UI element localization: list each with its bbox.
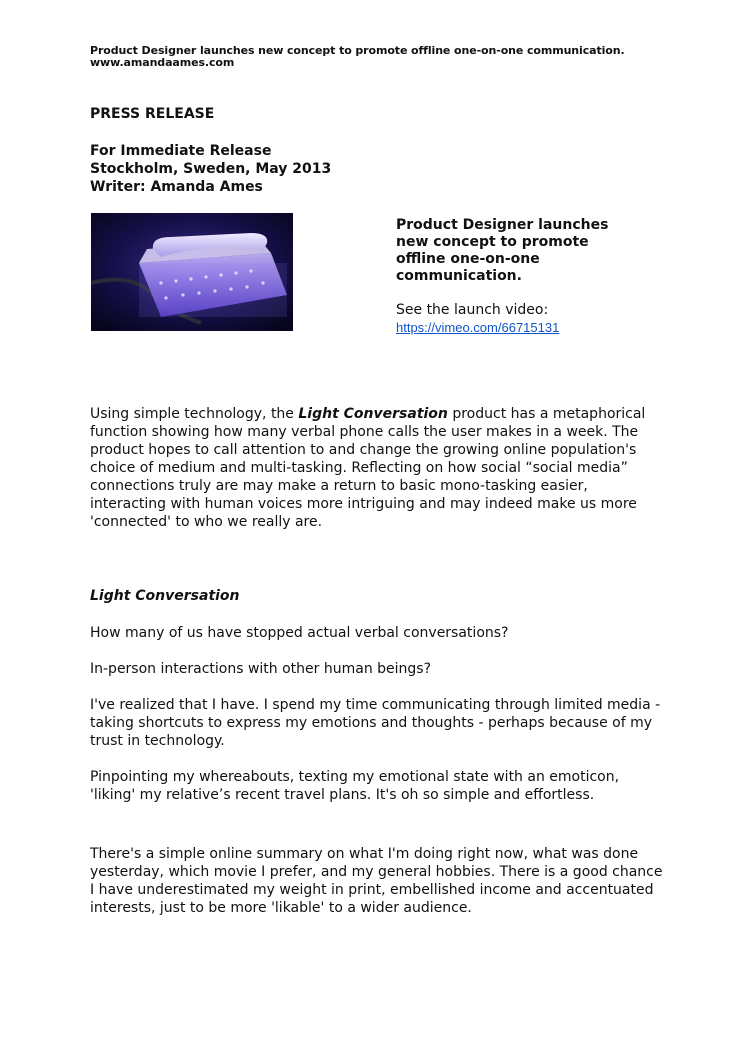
body-paragraph: Pinpointing my whereabouts, texting my emotional state with an emoticon, 'liking' my relative’s recent travel plans. It's oh so simple and effortless. <box>90 769 620 803</box>
press-release-label: PRESS RELEASE <box>90 106 215 122</box>
launch-video-block <box>396 302 666 337</box>
header-website: www.amandaames.com <box>90 56 235 69</box>
intro-text-before: Using simple technology, the <box>90 406 299 422</box>
release-location-date: Stockholm, Sweden, May 2013 <box>90 161 332 177</box>
document-header <box>90 45 670 69</box>
body-paragraph: How many of us have stopped actual verbal conversations? <box>90 625 509 641</box>
body-paragraph: There's a simple online summary on what I'm doing right now, what was done yesterday, which movie I prefer, and my general hobbies. There is a good chance I have underestimated my weight in print, embellished income and accentuated interests, just to be more 'likable' to a wider audience. <box>90 846 663 916</box>
light-conversation-device-image <box>91 213 293 331</box>
intro-text-after: product has a metaphorical function showing how many verbal phone calls the user makes in a week. The product hopes to call attention to and change the growing online population's choice of medium and multi-tasking. Reflecting on how social “social media” connections truly are may make a return to basic mono-tasking easier, interacting with human voices more intriguing and may indeed make us more 'connected' to who we really are. <box>90 406 646 530</box>
intro-product-name: Light Conversation <box>298 406 448 422</box>
body-paragraph: In-person interactions with other human beings? <box>90 661 432 677</box>
header-headline: Product Designer launches new concept to promote offline one-on-one communication. <box>90 44 625 57</box>
launch-video-link[interactable]: https://vimeo.com/66715131 <box>396 320 560 335</box>
release-timing: For Immediate Release <box>90 143 272 159</box>
sidebar-headline: Product Designer launches new concept to promote offline one-on-one communication. <box>396 217 609 284</box>
product-photo <box>91 213 293 331</box>
release-writer: Writer: Amanda Ames <box>90 179 263 195</box>
sidebar-box <box>396 217 666 337</box>
intro-paragraph <box>90 405 665 531</box>
body-paragraph: I've realized that I have. I spend my time communicating through limited media - taking shortcuts to express my emotions and thoughts - perhaps because of my trust in technology. <box>90 697 661 749</box>
launch-video-label: See the launch video: <box>396 302 549 318</box>
section-heading: Light Conversation <box>90 588 240 604</box>
release-meta <box>90 142 331 196</box>
